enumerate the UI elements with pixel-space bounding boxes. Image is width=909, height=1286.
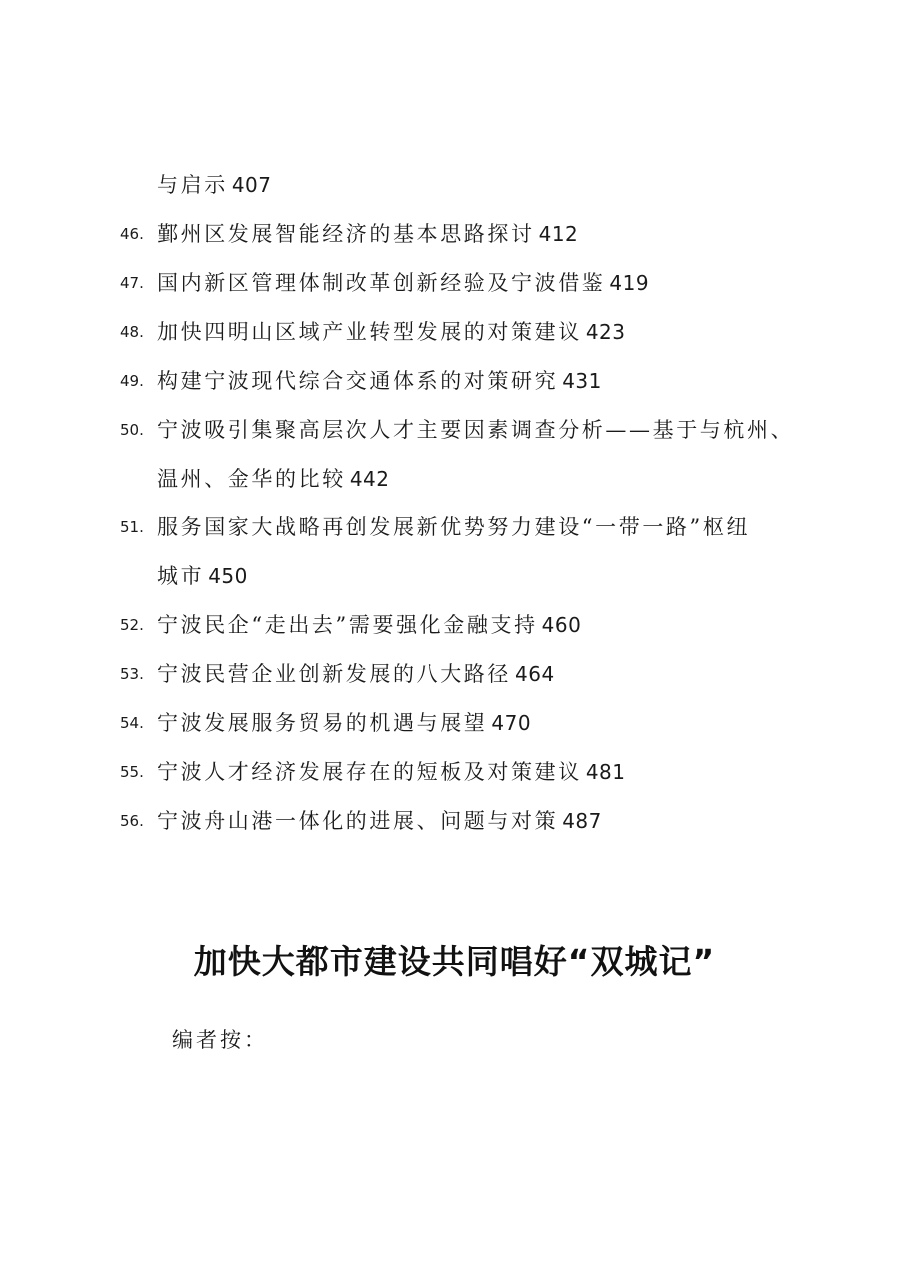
toc-entry-title: 鄞州区发展智能经济的基本思路探讨 <box>157 222 535 246</box>
toc-entry-title: 服务国家大战略再创发展新优势努力建设“一带一路”枢纽 <box>157 515 751 539</box>
toc-entry-number: 47. <box>120 274 144 292</box>
toc-entry-page: 481 <box>585 760 626 784</box>
toc-entry-title: 宁波发展服务贸易的机遇与展望 <box>157 711 488 735</box>
toc-entry-page: 423 <box>585 320 626 344</box>
toc-entry-title: 宁波民企“走出去”需要强化金融支持 <box>157 613 538 637</box>
toc-entry-number: 53. <box>120 665 144 683</box>
toc-entry-page: 431 <box>562 369 602 393</box>
toc-entry-number: 46. <box>120 225 144 243</box>
toc-entry-title: 构建宁波现代综合交通体系的对策研究 <box>157 369 559 393</box>
toc-entry-title: 城市 <box>157 564 205 588</box>
toc-entry-title: 国内新区管理体制改革创新经验及宁波借鉴 <box>157 271 606 295</box>
toc-entry-number: 52. <box>120 616 144 634</box>
toc-entry-number: 56. <box>120 812 144 830</box>
toc-entry-number: 55. <box>120 763 144 781</box>
toc-entry-number: 50. <box>120 421 144 439</box>
toc-entry-page: 464 <box>515 662 555 686</box>
toc-entry-page: 487 <box>562 809 602 833</box>
article-title: 加快大都市建设共同唱好“双城记” <box>193 942 716 981</box>
toc-entry-page: 450 <box>208 564 248 588</box>
toc-entry-page: 460 <box>541 613 582 637</box>
toc-entry-number: 48. <box>120 323 144 341</box>
toc-entry-title: 宁波吸引集聚高层次人才主要因素调查分析——基于与杭州、 <box>157 418 795 442</box>
toc-entry-page: 407 <box>231 173 272 197</box>
toc-entry-number: 49. <box>120 372 144 390</box>
toc-entry-title: 加快四明山区域产业转型发展的对策建议 <box>157 320 582 344</box>
toc-entry-title: 温州、金华的比较 <box>157 467 346 491</box>
toc-entry-title: 宁波人才经济发展存在的短板及对策建议 <box>157 760 582 784</box>
editor-note-label: 编者按： <box>172 1028 268 1052</box>
toc-entry-title: 宁波民营企业创新发展的八大路径 <box>157 662 511 686</box>
toc-entry-page: 470 <box>491 711 532 735</box>
toc-entry-title: 与启示 <box>157 173 228 197</box>
toc-entry-page: 412 <box>538 222 579 246</box>
toc-entry-title: 宁波舟山港一体化的进展、问题与对策 <box>157 809 559 833</box>
toc-entry-page: 419 <box>609 271 650 295</box>
toc-entry-number: 51. <box>120 518 144 536</box>
toc-entry-page: 442 <box>349 467 390 491</box>
toc-entry-number: 54. <box>120 714 144 732</box>
